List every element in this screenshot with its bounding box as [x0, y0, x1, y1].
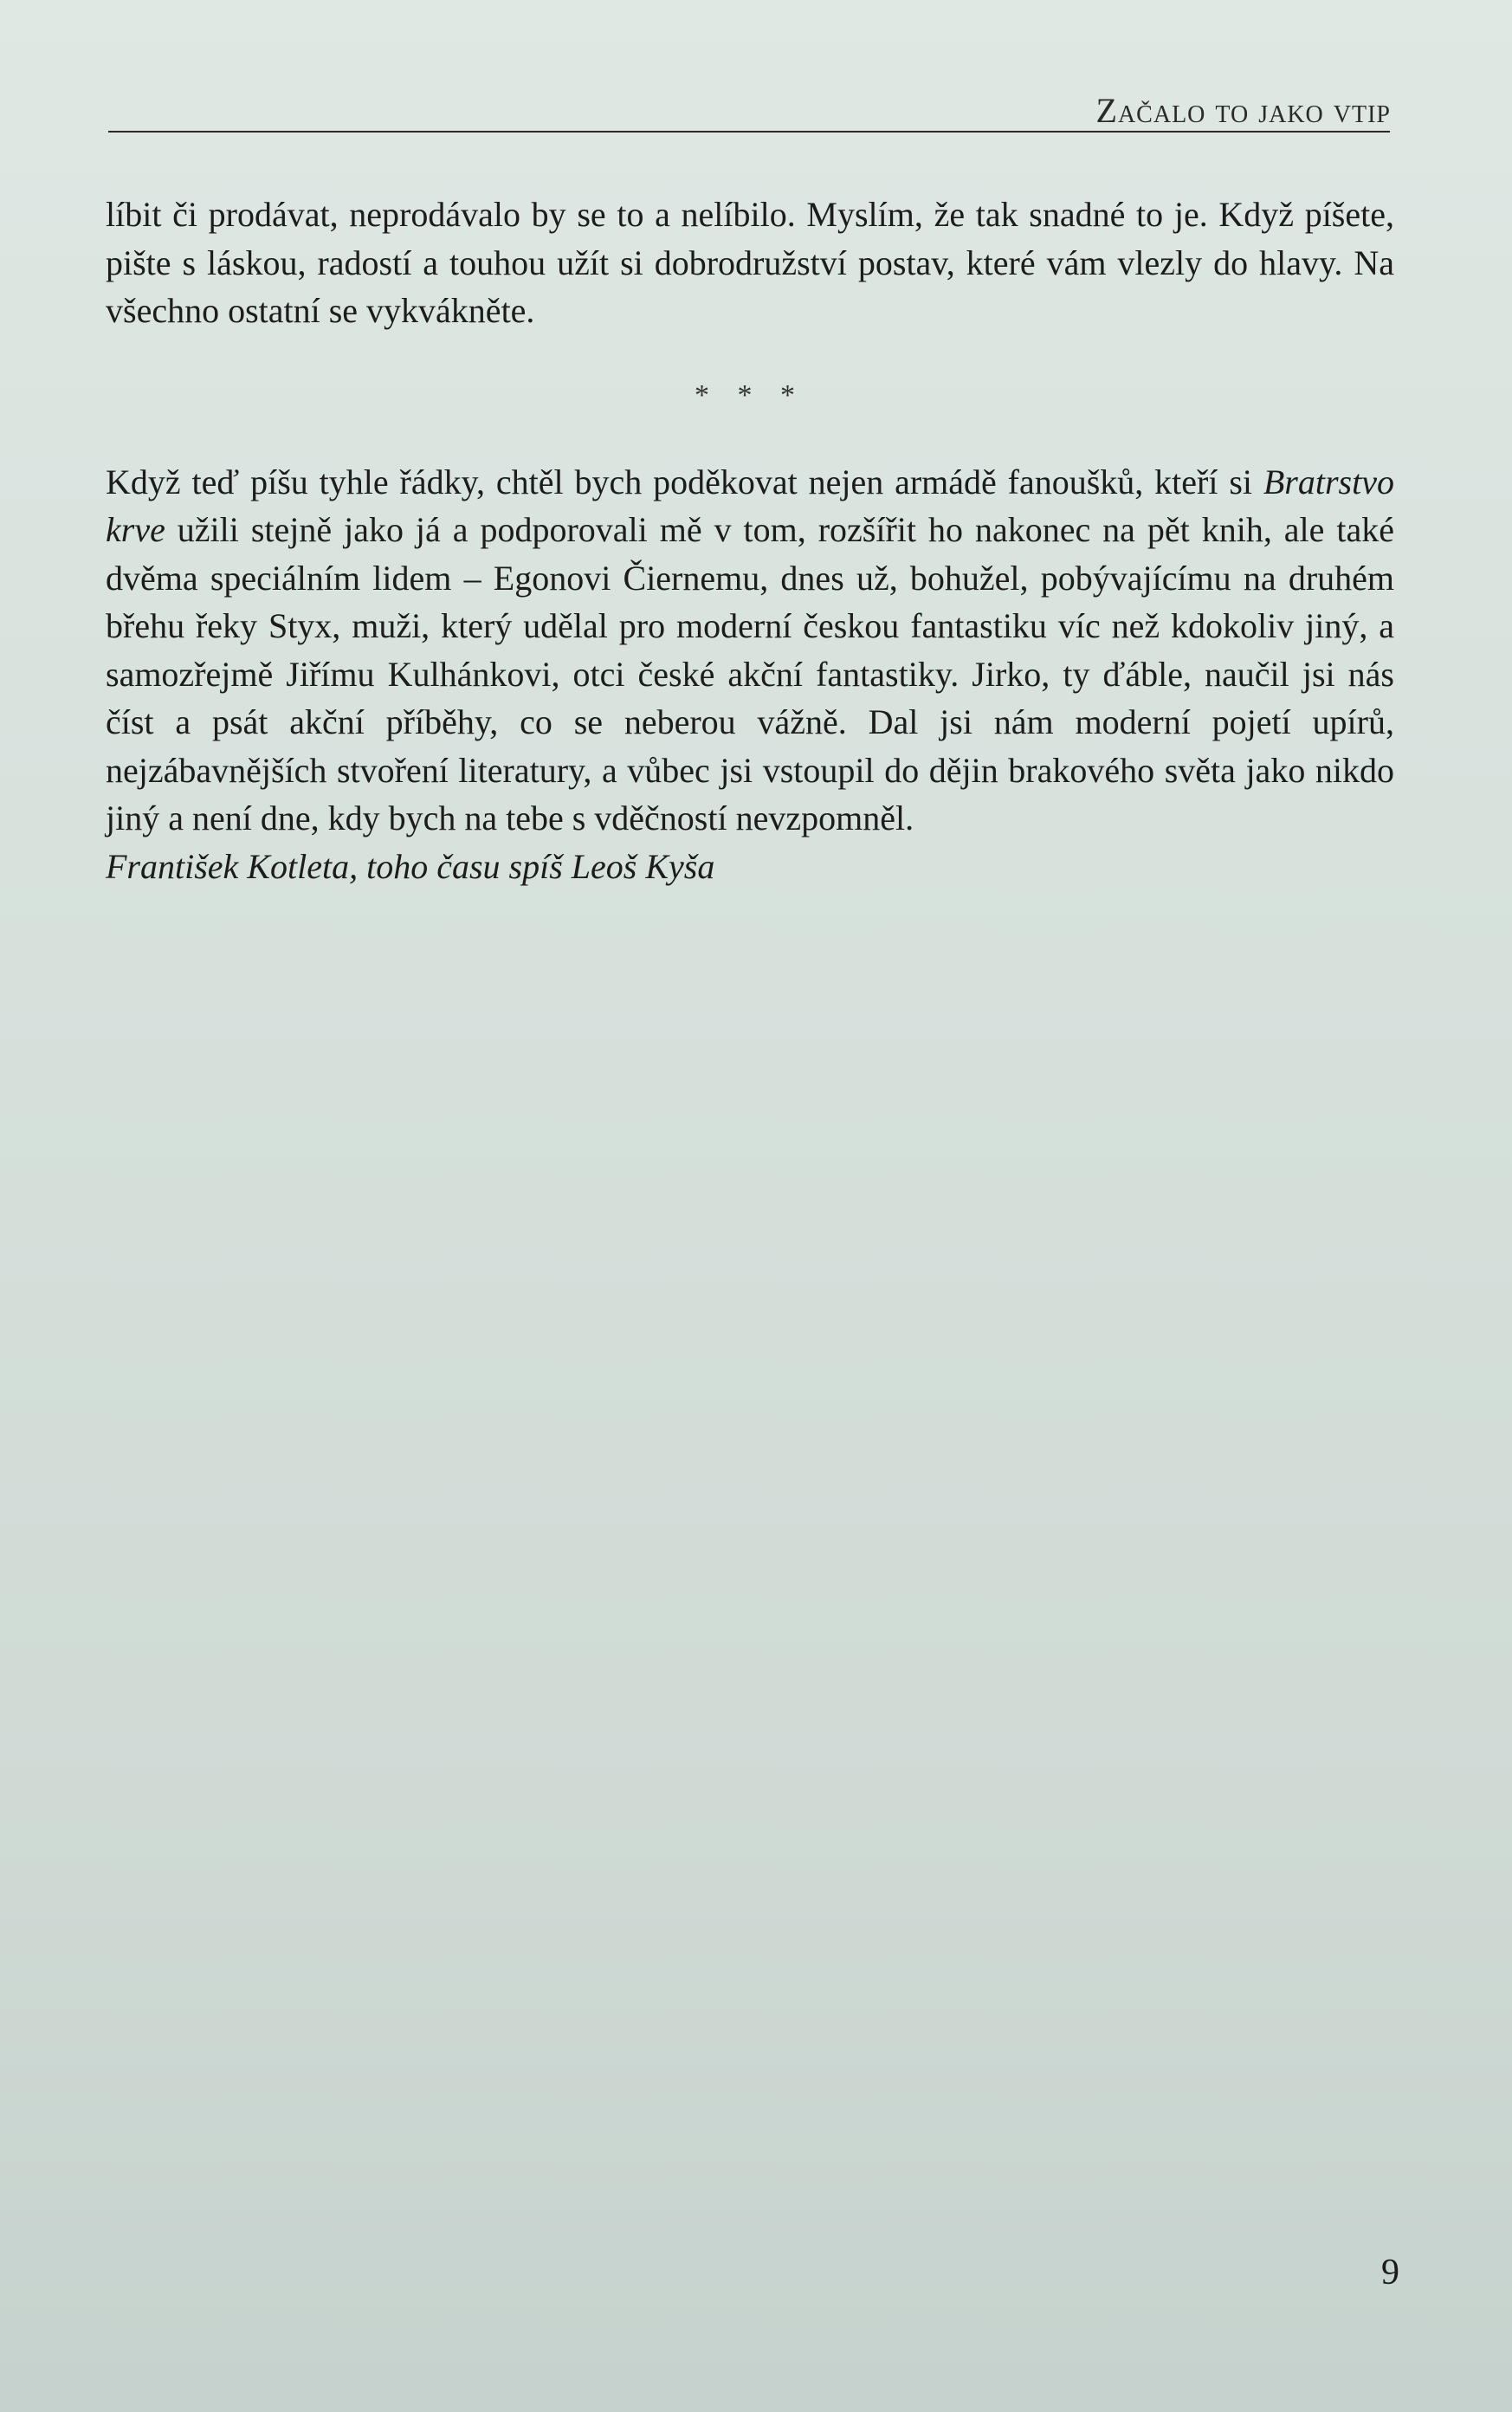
running-head-title: Začalo to jako vtip [1095, 91, 1391, 130]
paragraph-2-text-end: užili stejně jako já a podporovali mě v tom, rozšířit ho nakonec na pět knih, ale také dvěma speciálním lidem – Egonovi Čiernemu, dnes už, bohužel, pobývajícímu na druhém břehu řeky Styx, muži, který udělal pro moderní českou fantastiku víc než kdokoliv jiný, a samozřejmě Jiřímu Kulhánkovi, otci české akční fantastiky. Jirko, ty ďáble, naučil jsi nás číst a psát akční příběhy, co se neberou vážně. Dal jsi nám moderní pojetí upírů, nejzábavnějších stvoření literatury, a vůbec jsi vstoupil do dějin brakového světa jako nikdo jiný a není dne, kdy bych na tebe s vděčností nevzpomněl. [106, 510, 1394, 837]
paragraph-1: líbit či prodávat, neprodávalo by se to a nelíbilo. Myslím, že tak snadné to je. Když píšete, pište s láskou, radostí a touhou užít si dobrodružství postav, které vám vlezly do hlavy. Na všechno ostatní se vykvákněte. [106, 195, 1394, 330]
main-text [106, 191, 1394, 890]
author-signature: František Kotleta, toho času spíš Leoš Kyša [106, 846, 715, 886]
header-rule [108, 131, 1390, 133]
paragraph-2 [106, 458, 1394, 843]
paragraph-2-text-start: Když teď píšu tyhle řádky, chtěl bych poděkovat nejen armádě fanoušků, kteří si [106, 462, 1263, 501]
section-break: * * * [695, 378, 805, 411]
book-title-italic: Bratrstvo krve [106, 462, 1394, 549]
page-number: 9 [1381, 2253, 1399, 2292]
